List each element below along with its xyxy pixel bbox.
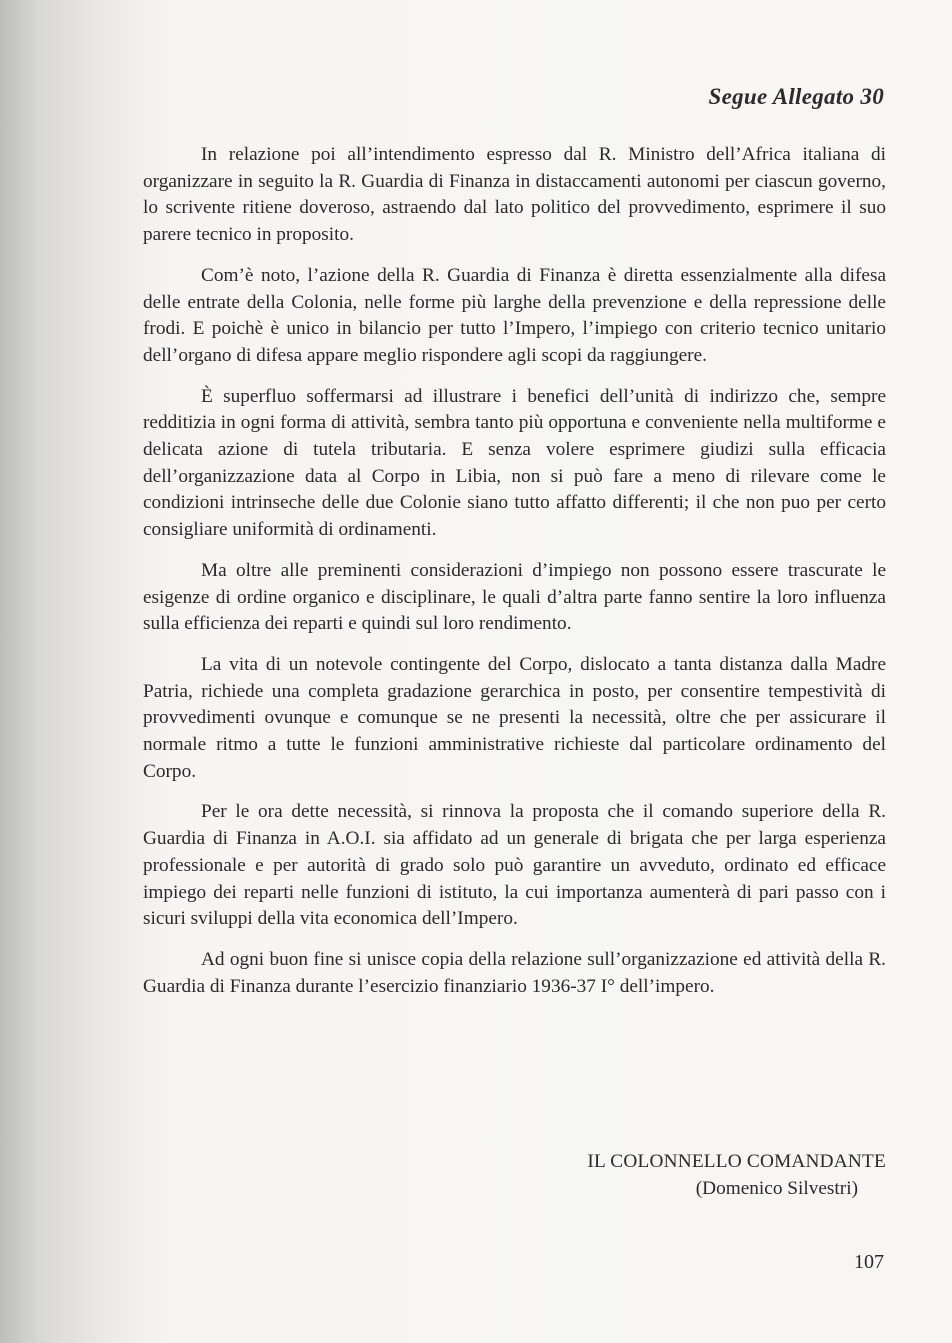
paragraph: Per le ora dette necessità, si rinnova la proposta che il comando superiore della R. Guardia di Finanza in A.O.I. sia affidato ad un generale di brigata che per larga esperienza professionale e per autorità di grado solo può garantire un avveduto, ordinato ed efficace impiego dei reparti nelle funzioni di istituto, la cui importanza aumenterà di pari passo con i sicuri sviluppi della vita economica dell’Impero. — [143, 801, 886, 930]
paragraph: È superfluo soffermarsi ad illustrare i benefici dell’unità di indirizzo che, sempre redditizia in ogni forma di attività, sembra tanto più opportuna e conveniente nella multiforme e delicata azione di tutela tributaria. E senza volere esprimere giudizi sulla efficacia dell’organizzazione data al Corpo in Libia, non si può fare a meno di rilevare come le condizioni intrinseche delle due Colonie siano tutto affatto differenti; il che non puo per certo consigliare uniformità di ordinamenti. — [143, 385, 886, 541]
paragraph: Com’è noto, l’azione della R. Guardia di Finanza è diretta essenzialmente alla difesa delle entrate della Colonia, nelle forme più larghe della prevenzione e della repressione delle frodi. E poichè è unico in bilancio per tutto l’Impero, l’impiego con criterio tecnico unitario dell’organo di difesa appare meglio rispondere agli scopi da raggiungere. — [143, 264, 886, 366]
paragraph: La vita di un notevole contingente del Corpo, dislocato a tanta distanza dalla Madre Patria, richiede una completa gradazione gerarchica in posto, per consentire tempestività di provvedimenti ovunque e comunque se ne presenti la necessità, oltre che per assicurare il normale ritmo a tutte le funzioni amministrative richieste dal particolare ordinamento del Corpo. — [143, 653, 886, 782]
paragraph: Ma oltre alle preminenti considerazioni d’impiego non possono essere trascurate le esigenze di ordine organico e disciplinare, le quali d’altra parte fanno sentire la loro influenza sulla efficienza dei reparti e quindi sul loro rendimento. — [143, 559, 886, 635]
signatory-name: (Domenico Silvestri) — [695, 1178, 858, 1199]
signatory-title: IL COLONNELLO COMANDANTE — [587, 1151, 886, 1172]
page-number: 107 — [854, 1251, 884, 1273]
signature-block — [466, 1148, 886, 1202]
paragraph: Ad ogni buon fine si unisce copia della relazione sull’organizzazione ed attività della R. Guardia di Finanza durante l’esercizio finanziario 1936-37 I° dell’impero. — [143, 948, 886, 997]
allegato-heading: Segue Allegato 30 — [708, 84, 884, 109]
letter-body — [143, 142, 886, 1014]
paragraph: In relazione poi all’intendimento espresso dal R. Ministro dell’Africa italiana di organizzare in seguito la R. Guardia di Finanza in distaccamenti autonomi per ciascun governo, lo scrivente ritiene doveroso, astraendo dal lato politico del provvedimento, esprimere il suo parere tecnico in proposito. — [143, 144, 886, 246]
